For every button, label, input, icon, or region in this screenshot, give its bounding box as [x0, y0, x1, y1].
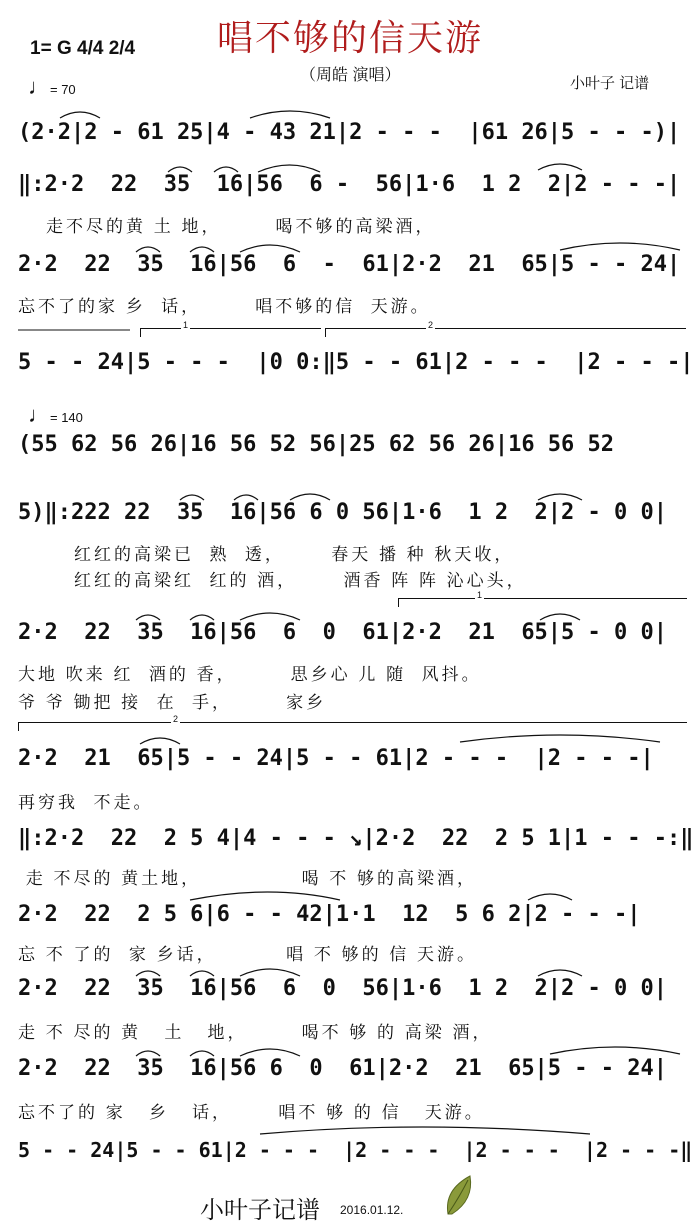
tempo-value-2: = 140 — [50, 410, 83, 425]
score-line-verse-7: 2·2 22 35 16|56 6 0 56|1·6 1 2 2|2 - 0 0| — [18, 976, 668, 1001]
lyric-line-6: 走 不尽的 黄土地， 喝 不 够的高梁酒， — [18, 869, 478, 888]
score-line-verse-8: 2·2 22 35 16|56 6 0 61|2·2 21 65|5 - - 24| — [18, 1056, 668, 1081]
score-line-verse-6: 2·2 22 2 5 6|6 - - 42|1·1 12 5 6 2|2 - - -| — [18, 902, 641, 927]
quarter-note-icon: ♩ — [28, 74, 50, 99]
volta-label-2: 2 — [428, 320, 434, 330]
volta-label-3: 1 — [477, 590, 483, 600]
volta-label-1: 1 — [183, 320, 189, 330]
lyric-line-5: 再穷我 不走。 — [18, 793, 154, 812]
lyric-line-4a: 大地 吹来 红 酒的 香， 思乡心 儿 随 风抖。 — [18, 665, 482, 684]
recorder-credit: 小叶子 记谱 — [570, 75, 650, 92]
footer-date: 2016.01.12. — [340, 1203, 404, 1217]
footer-signature: 小叶子记谱 — [200, 1196, 320, 1224]
lyric-line-9: 忘不了的 家 乡 话， 唱不 够 的 信 天游。 — [18, 1103, 485, 1122]
lyric-line-3b: 红红的高梁红 红的 酒， 酒香 阵 阵 沁心头， — [74, 571, 527, 590]
tempo-value-1: = 70 — [50, 82, 76, 97]
leaf-icon — [440, 1170, 480, 1220]
quarter-note-icon: ♩ — [28, 402, 50, 427]
volta-label-4: 2 — [173, 714, 179, 724]
lyric-line-2: 忘不了的家 乡 话， 唱不够的信 天游。 — [18, 297, 431, 316]
score-line-ending: 5 - - 24|5 - - 61|2 - - - |2 - - - |2 - - - |2 - - -‖ — [18, 1138, 693, 1162]
lyric-line-1: 走不尽的黄 土 地， 喝不够的高梁酒， — [46, 217, 436, 236]
lyric-line-4b: 爷 爷 锄把 接 在 手， 家乡 — [18, 693, 327, 712]
lyric-line-8: 走 不 尽的 黄 土 地， 喝不 够 的 高梁 酒， — [18, 1023, 493, 1042]
key-signature: 1= G 4/4 2/4 — [30, 38, 136, 59]
score-line-intro: (2·2|2 - 61 25|4 - 43 21|2 - - - |61 26|5 - - -)| — [18, 120, 681, 145]
score-line-coda: 2·2 21 65|5 - - 24|5 - - 61|2 - - - |2 - - -| — [18, 746, 654, 771]
score-line-verse-4: 2·2 22 35 16|56 6 0 61|2·2 21 65|5 - 0 0| — [18, 620, 668, 645]
score-line-interlude: (55 62 56 26|16 56 52 56|25 62 56 26|16 56 52 — [18, 432, 615, 457]
score-line-verse-5: ‖:2·2 22 2 5 4|4 - - - ↘|2·2 22 2 5 1|1 - - -:‖ — [18, 826, 694, 851]
score-line-verse-2: 2·2 22 35 16|56 6 - 61|2·2 21 65|5 - - 24| — [18, 252, 681, 277]
song-title: 唱不够的信天游 — [216, 18, 483, 59]
score-line-endings: 5 - - 24|5 - - - |0 0:‖5 - - 61|2 - - - |2 - - -| — [18, 350, 694, 375]
lyric-line-7: 忘 不 了的 家 乡话， 唱 不 够的 信 天游。 — [18, 945, 478, 964]
lyric-line-3a: 红红的高梁已 熟 透， 春天 播 种 秋天收， — [74, 545, 515, 564]
score-line-verse-1: ‖:2·2 22 35 16|56 6 - 56|1·6 1 2 2|2 - - -| — [18, 172, 681, 197]
score-line-verse-3: 5)‖:222 22 35 16|56 6 0 56|1·6 1 2 2|2 - 0 0| — [18, 500, 668, 525]
performer-credit: （周皓 演唱） — [300, 67, 401, 84]
